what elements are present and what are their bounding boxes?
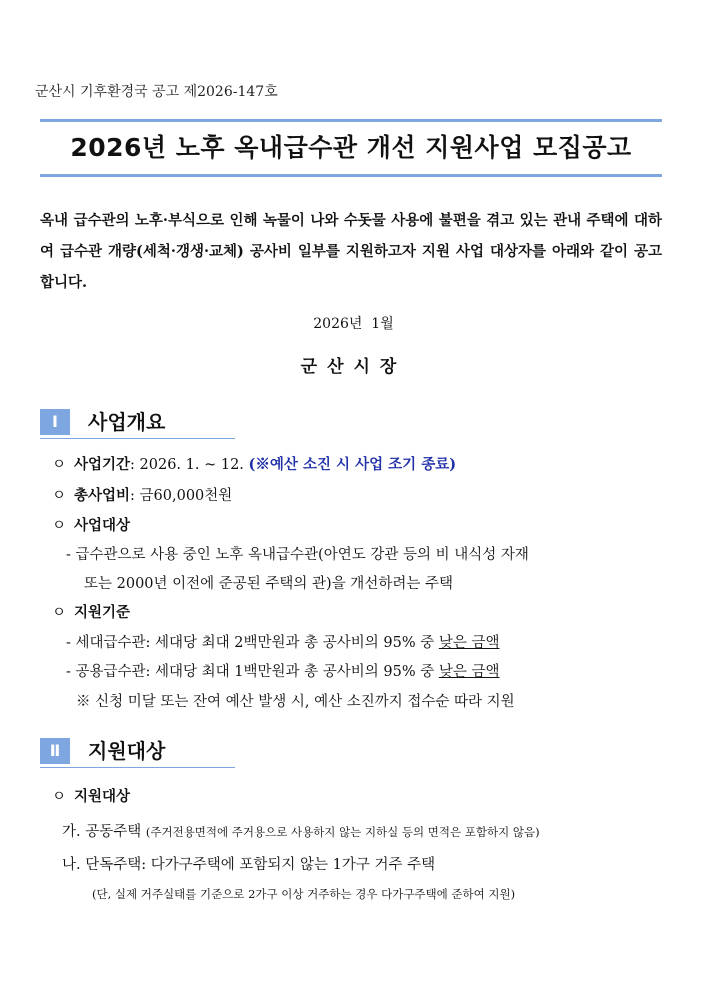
circle-bullet-icon: ㅇ: [52, 457, 67, 473]
criteria-shared-text: - 공용급수관: 세대당 최대 1백만원과 총 공사비의 95% 중: [66, 664, 439, 680]
apartment-label: 가. 공동주택: [62, 824, 146, 840]
section-2-header: [40, 738, 340, 768]
section-2-heading: 지원대상: [88, 739, 166, 763]
target-line-1: - 급수관으로 사용 중인 노후 옥내급수관(아연도 강관 등의 비 내식성 자재: [66, 547, 529, 563]
criteria-shared: [66, 660, 500, 681]
section-1-header: [40, 409, 340, 439]
detached-item: 나. 단독주택: 다가구주택에 포함되지 않는 1가구 거주 주택: [62, 857, 436, 873]
section-1-underline: [40, 438, 235, 439]
criteria-household-text: - 세대급수관: 세대당 최대 2백만원과 총 공사비의 95% 중: [66, 635, 439, 651]
title-top-rule: [40, 119, 662, 122]
criteria-household: [66, 631, 500, 652]
title-bottom-rule: [40, 174, 662, 177]
notice-date: 2026년 1월: [313, 316, 394, 332]
notice-number: 군산시 기후환경국 공고 제2026-147호: [35, 84, 278, 100]
section-2-badge: Ⅱ: [40, 738, 70, 764]
criteria-note: ※ 신청 미달 또는 잔여 예산 발생 시, 예산 소진까지 접수순 따라 지원: [76, 694, 515, 710]
apartment-note: (주거전용면적에 주거용으로 사용하지 않는 지하실 등의 면적은 포함하지 않음): [145, 825, 540, 839]
budget-value: : 금60,000천원: [130, 488, 233, 504]
budget-item: [52, 484, 232, 505]
eligible-label: 지원대상: [74, 788, 131, 805]
detached-note: (단, 실제 거주실태를 기준으로 2가구 이상 거주하는 경우 다가구주택에 준하여 지원): [92, 887, 516, 901]
target-label: 사업대상: [74, 517, 131, 534]
criteria-item: [52, 601, 130, 622]
target-item: [52, 514, 130, 535]
page-title: 2026년 노후 옥내급수관 개선 지원사업 모집공고: [70, 133, 632, 162]
period-value: : 2026. 1. ~ 12.: [130, 457, 244, 473]
criteria-label: 지원기준: [74, 604, 131, 621]
circle-bullet-icon: ㅇ: [52, 518, 67, 534]
circle-bullet-icon: ㅇ: [52, 605, 67, 621]
apartment-item: [62, 820, 540, 841]
budget-label: 총사업비: [74, 487, 131, 504]
section-2-underline: [40, 767, 235, 768]
criteria-shared-emph: 낮은 금액: [438, 664, 500, 680]
eligible-item: [52, 785, 130, 806]
section-1-heading: 사업개요: [88, 410, 166, 434]
period-item: [52, 453, 456, 474]
target-line-2: 또는 2000년 이전에 준공된 주택의 관)을 개선하려는 주택: [84, 576, 453, 592]
issuer: 군산시장: [300, 357, 407, 377]
circle-bullet-icon: ㅇ: [52, 488, 67, 504]
circle-bullet-icon: ㅇ: [52, 789, 67, 805]
intro-paragraph: 옥내 급수관의 노후·부식으로 인해 녹물이 나와 수돗물 사용에 불편을 겪고 있는 관내 주택에 대하여 급수관 개량(세척·갱생·교체) 공사비 일부를 지원하고자 지원 사업 대상자를 아래와 같이 공고합니다.: [40, 212, 662, 291]
criteria-household-emph: 낮은 금액: [438, 635, 500, 651]
period-label: 사업기간: [74, 456, 131, 473]
section-1-badge: Ⅰ: [40, 409, 70, 435]
period-note: (※예산 소진 시 사업 조기 종료): [248, 456, 457, 473]
